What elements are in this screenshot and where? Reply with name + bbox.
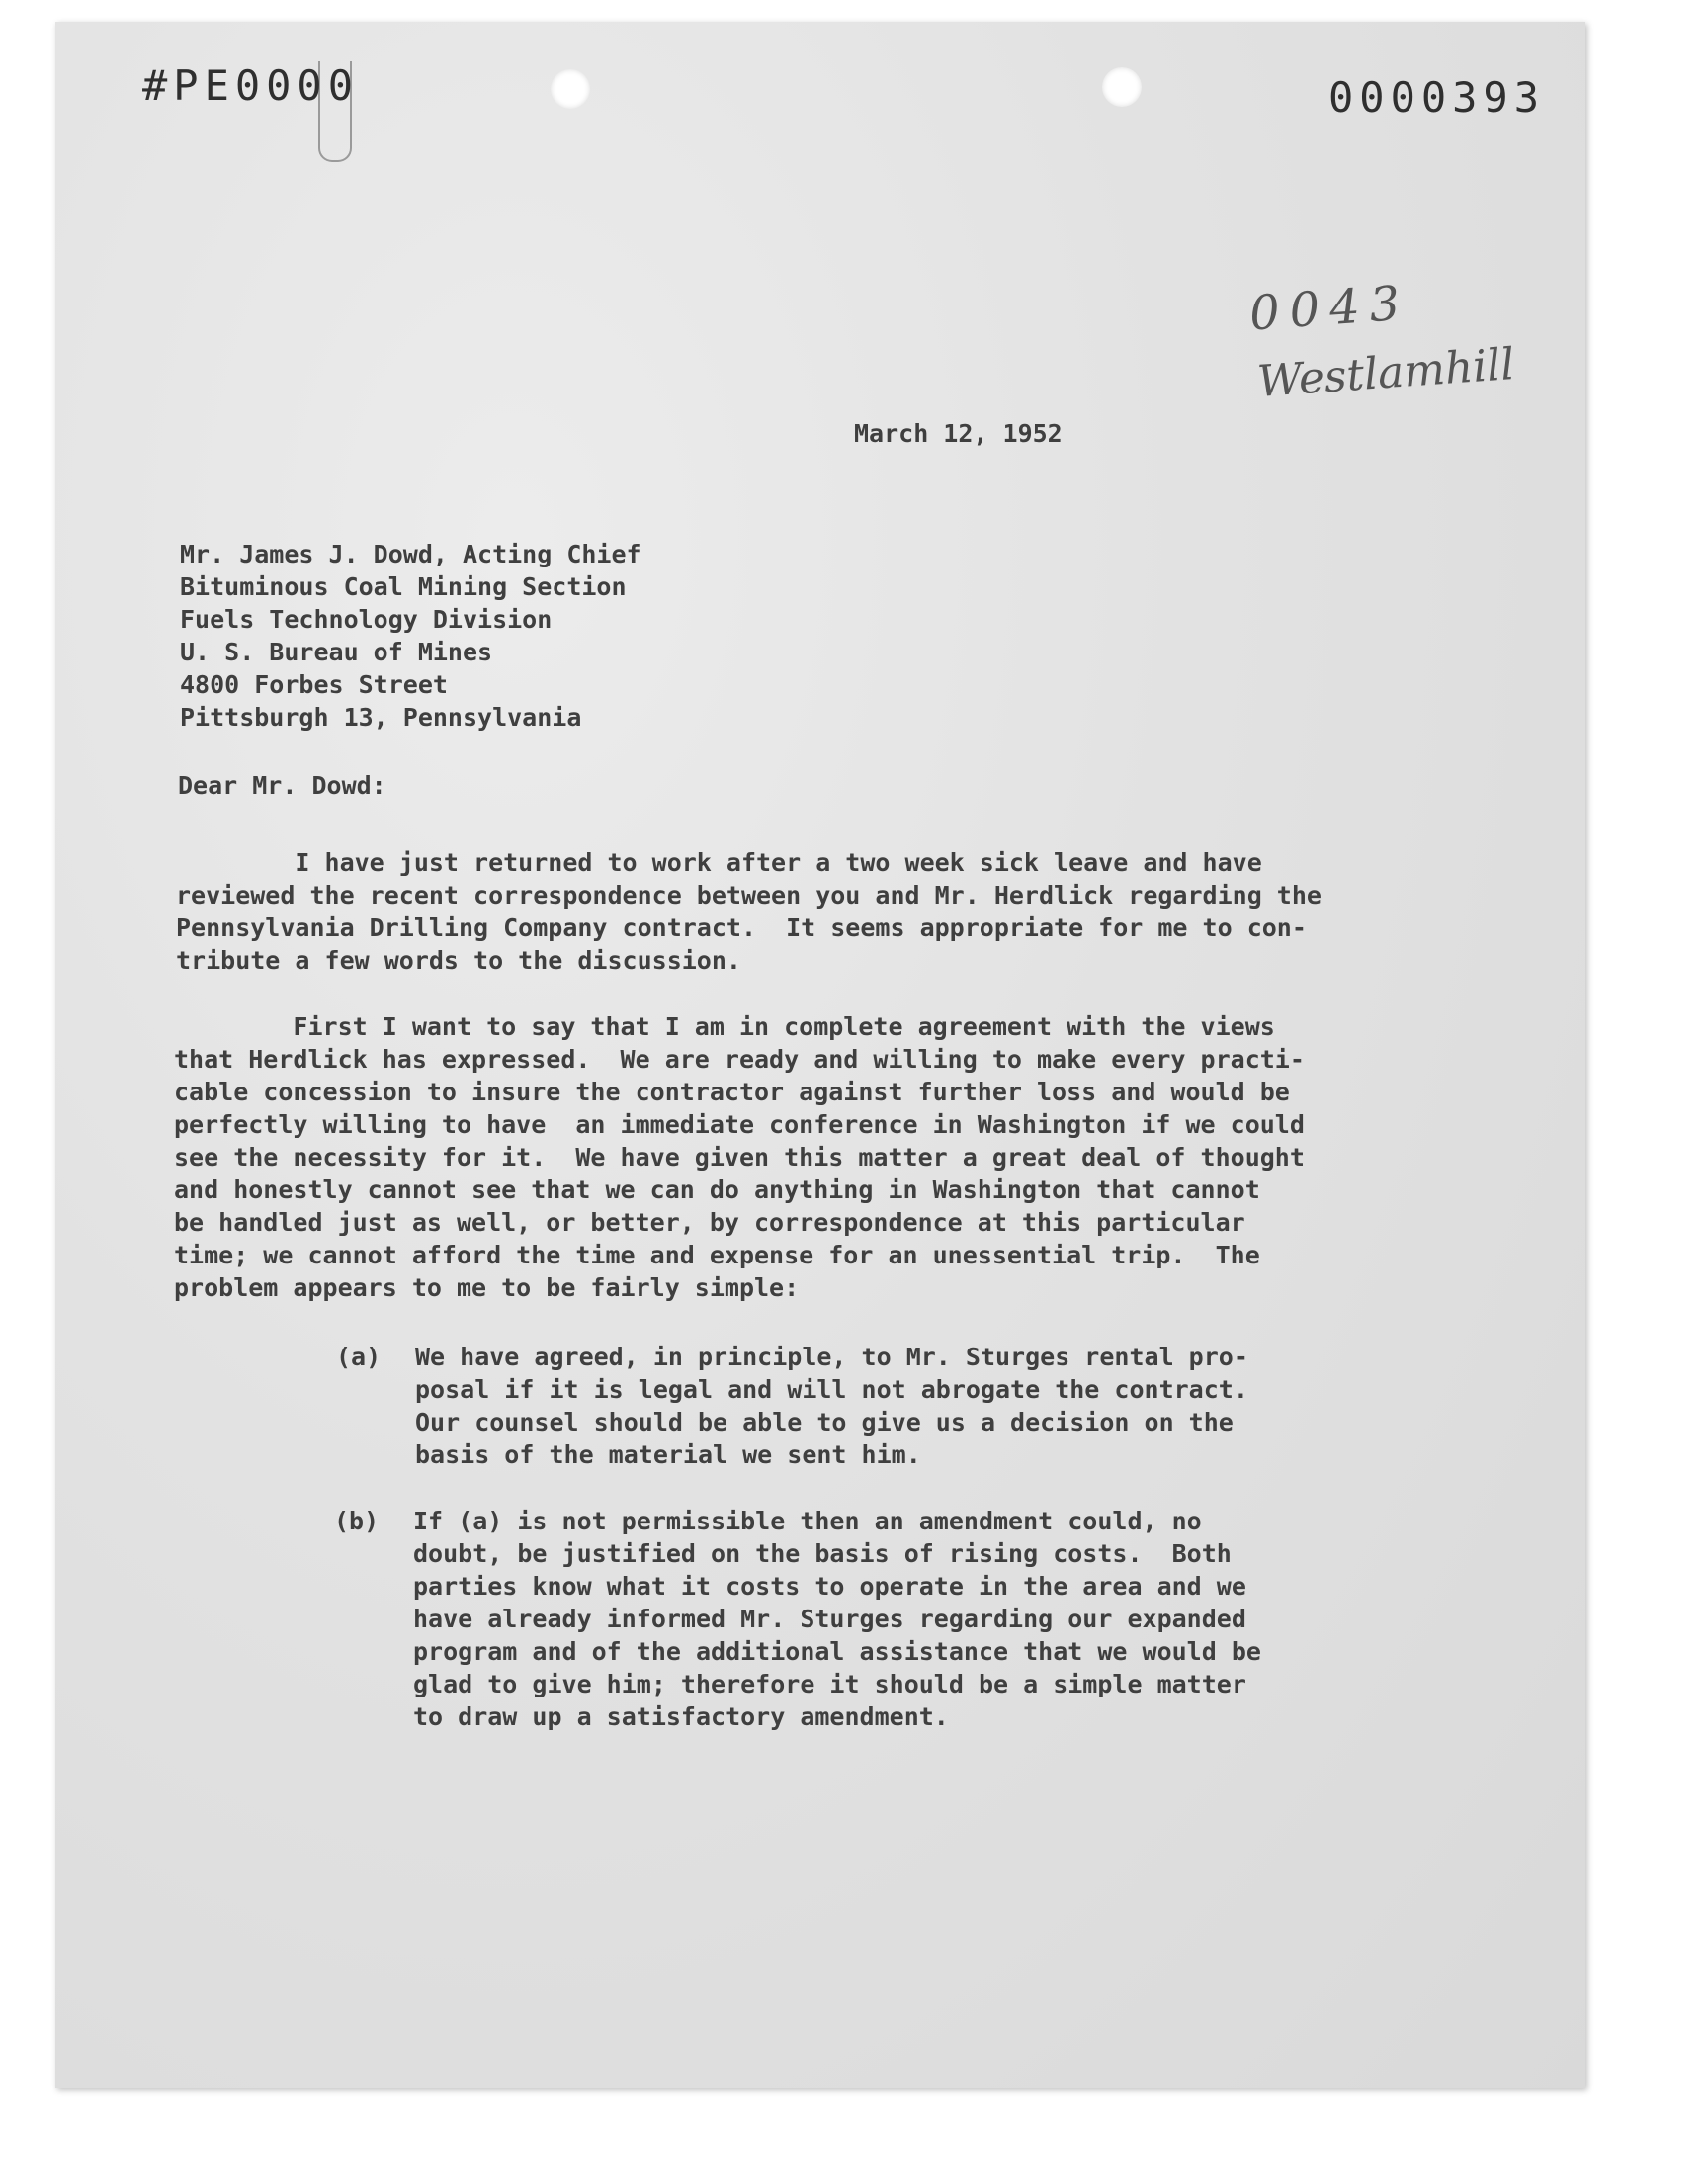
- text-line: First I want to say that I am in complete agreement with the views: [174, 1012, 1275, 1041]
- text-line: see the necessity for it. We have given this matter a great deal of thought: [174, 1143, 1305, 1172]
- document-id-stamp-left: #PE0000: [142, 61, 360, 110]
- text-line: Pennsylvania Drilling Company contract. It seems appropriate for me to con-: [176, 914, 1307, 942]
- text-line: tribute a few words to the discussion.: [176, 946, 741, 975]
- document-id-stamp-right: 0000393: [1328, 73, 1546, 122]
- text-line: doubt, be justified on the basis of rising costs. Both: [413, 1539, 1232, 1568]
- text-line: Pittsburgh 13, Pennsylvania: [180, 703, 582, 732]
- text-line: to draw up a satisfactory amendment.: [413, 1702, 949, 1731]
- text-line: If (a) is not permissible then an amendment could, no: [413, 1507, 1202, 1535]
- text-line: parties know what it costs to operate in the area and we: [413, 1572, 1246, 1601]
- text-line: Bituminous Coal Mining Section: [180, 572, 627, 601]
- recipient-address: [180, 538, 641, 734]
- handwritten-note: Westlamhill: [1255, 338, 1516, 408]
- paragraph-2: [174, 1010, 1305, 1304]
- text-line: Our counsel should be able to give us a decision on the: [415, 1408, 1234, 1436]
- text-line: have already informed Mr. Sturges regarding our expanded: [413, 1605, 1246, 1633]
- text-line: that Herdlick has expressed. We are ready and willing to make every practi-: [174, 1045, 1305, 1074]
- paragraph-1: [176, 846, 1322, 977]
- text-line: I have just returned to work after a two week sick leave and have: [176, 848, 1262, 877]
- text-line: We have agreed, in principle, to Mr. Sturges rental pro-: [415, 1343, 1248, 1371]
- text-line: U. S. Bureau of Mines: [180, 638, 493, 666]
- text-line: cable concession to insure the contractor against further loss and would be: [174, 1078, 1290, 1106]
- punch-hole-right: [1102, 67, 1142, 107]
- text-line: perfectly willing to have an immediate conference in Washington if we could: [174, 1110, 1305, 1139]
- punch-hole-left: [551, 69, 590, 109]
- item-b-text: [413, 1505, 1261, 1733]
- text-line: time; we cannot afford the time and expense for an unessential trip. The: [174, 1241, 1260, 1269]
- item-b-label: (b): [334, 1507, 380, 1535]
- text-line: be handled just as well, or better, by correspondence at this particular: [174, 1208, 1245, 1237]
- text-line: 4800 Forbes Street: [180, 670, 448, 699]
- letter-date: March 12, 1952: [854, 419, 1063, 448]
- text-line: Fuels Technology Division: [180, 605, 553, 634]
- text-line: reviewed the recent correspondence between you and Mr. Herdlick regarding the: [176, 881, 1322, 910]
- item-a-text: [415, 1341, 1248, 1471]
- item-a-label: (a): [336, 1343, 382, 1371]
- text-line: program and of the additional assistance that we would be: [413, 1637, 1261, 1666]
- text-line: posal if it is legal and will not abrogate the contract.: [415, 1375, 1248, 1404]
- text-line: glad to give him; therefore it should be a simple matter: [413, 1670, 1246, 1698]
- handwritten-number: 0043: [1247, 275, 1411, 342]
- text-line: problem appears to me to be fairly simple:: [174, 1273, 800, 1302]
- text-line: basis of the material we sent him.: [415, 1440, 921, 1469]
- salutation: Dear Mr. Dowd:: [178, 771, 386, 800]
- letter-page: [55, 22, 1585, 2088]
- text-line: Mr. James J. Dowd, Acting Chief: [180, 540, 641, 568]
- text-line: and honestly cannot see that we can do anything in Washington that cannot: [174, 1175, 1260, 1204]
